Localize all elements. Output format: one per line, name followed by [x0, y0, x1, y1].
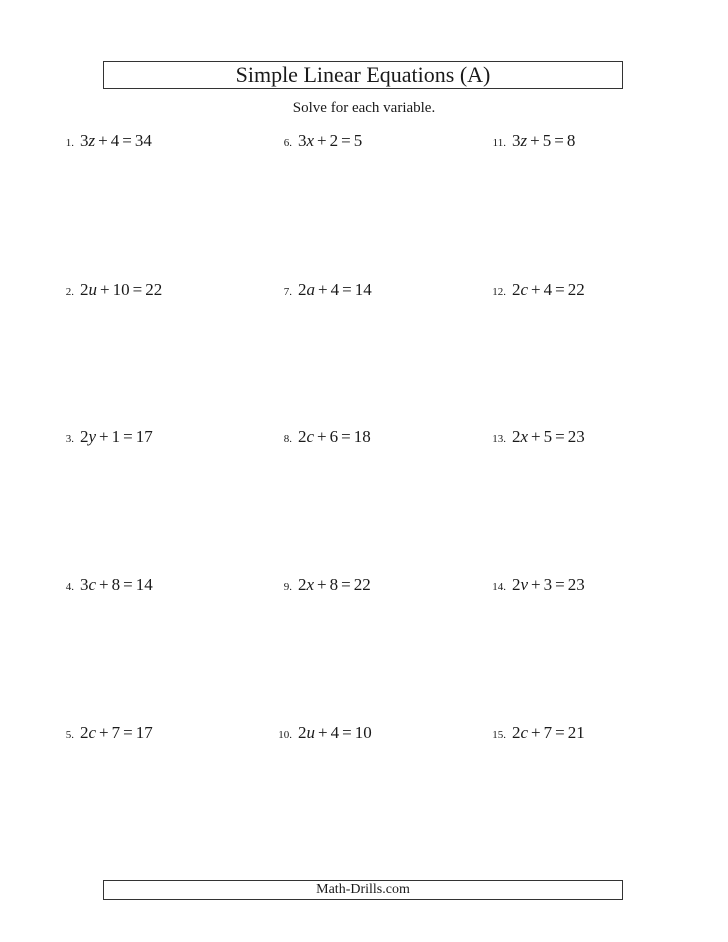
worksheet-title — [103, 61, 623, 89]
plus-sign: + — [531, 723, 541, 742]
equation-result: 14 — [354, 280, 372, 299]
problem-equation — [512, 575, 585, 595]
equation-constant: 6 — [329, 427, 339, 446]
equation-coefficient: 3 — [512, 131, 521, 150]
equation-constant: 5 — [542, 131, 552, 150]
problem-number: 3. — [65, 433, 74, 445]
problem-equation — [80, 280, 162, 300]
problem-equation — [298, 723, 372, 743]
instructions: Solve for each variable. — [292, 100, 436, 116]
equation-constant: 8 — [111, 575, 121, 594]
footer-text: Math-Drills.com — [316, 882, 410, 897]
equation-constant: 7 — [543, 723, 553, 742]
footer — [103, 880, 623, 900]
plus-sign: + — [99, 575, 109, 594]
equals-sign: = — [341, 131, 351, 150]
problem-item — [56, 427, 153, 447]
equation-variable: x — [306, 575, 315, 594]
problem-number: 11. — [492, 137, 506, 149]
equation-coefficient: 2 — [298, 723, 307, 742]
equation-variable: a — [306, 280, 315, 299]
equation-constant: 8 — [329, 575, 339, 594]
equals-sign: = — [342, 723, 352, 742]
equation-result: 8 — [566, 131, 576, 150]
problem-equation — [80, 723, 153, 743]
plus-sign: + — [318, 280, 328, 299]
problem-equation — [80, 575, 153, 595]
equals-sign: = — [123, 427, 133, 446]
problem-number: 2. — [65, 286, 74, 298]
problem-equation — [512, 427, 585, 447]
equals-sign: = — [341, 427, 351, 446]
equation-variable: z — [520, 131, 528, 150]
problem-item — [488, 575, 585, 595]
equation-variable: c — [520, 280, 529, 299]
problem-number: 7. — [283, 286, 292, 298]
plus-sign: + — [531, 427, 541, 446]
equals-sign: = — [555, 723, 565, 742]
equation-constant: 1 — [111, 427, 121, 446]
equals-sign: = — [555, 280, 565, 299]
plus-sign: + — [98, 131, 108, 150]
equation-constant: 4 — [330, 280, 340, 299]
equation-variable: c — [88, 723, 97, 742]
equals-sign: = — [341, 575, 351, 594]
equation-result: 10 — [354, 723, 372, 742]
problem-number: 6. — [283, 137, 292, 149]
equation-result: 23 — [567, 427, 585, 446]
worksheet-title-text: Simple Linear Equations (A) — [235, 62, 491, 87]
plus-sign: + — [317, 575, 327, 594]
equation-result: 23 — [567, 575, 585, 594]
equation-result: 18 — [353, 427, 371, 446]
problem-equation — [80, 427, 153, 447]
equals-sign: = — [555, 575, 565, 594]
equation-coefficient: 3 — [80, 131, 89, 150]
equals-sign: = — [122, 131, 132, 150]
equation-constant: 5 — [543, 427, 553, 446]
equation-result: 5 — [353, 131, 363, 150]
equation-constant: 2 — [329, 131, 339, 150]
equation-result: 21 — [567, 723, 585, 742]
equation-constant: 4 — [110, 131, 120, 150]
equation-variable: z — [88, 131, 96, 150]
equation-variable: c — [88, 575, 97, 594]
problem-item — [488, 427, 585, 447]
problem-item — [488, 723, 585, 743]
problem-item — [56, 280, 162, 300]
equation-variable: x — [306, 131, 315, 150]
equation-coefficient: 2 — [512, 575, 521, 594]
equation-result: 17 — [135, 723, 153, 742]
plus-sign: + — [531, 575, 541, 594]
equals-sign: = — [554, 131, 564, 150]
equals-sign: = — [123, 723, 133, 742]
problem-item — [488, 131, 575, 151]
equation-variable: y — [88, 427, 97, 446]
problem-item — [56, 575, 153, 595]
problem-item — [274, 427, 371, 447]
problem-equation — [512, 280, 585, 300]
plus-sign: + — [317, 131, 327, 150]
problem-number: 14. — [492, 581, 506, 593]
equals-sign: = — [123, 575, 133, 594]
equation-coefficient: 3 — [80, 575, 89, 594]
equation-variable: c — [306, 427, 315, 446]
equation-constant: 4 — [330, 723, 340, 742]
equation-variable: x — [520, 427, 529, 446]
equals-sign: = — [342, 280, 352, 299]
problem-number: 13. — [492, 433, 506, 445]
equals-sign: = — [132, 280, 143, 299]
equation-coefficient: 2 — [298, 575, 307, 594]
equation-variable: c — [520, 723, 529, 742]
equation-result: 14 — [135, 575, 153, 594]
equation-variable: v — [520, 575, 529, 594]
plus-sign: + — [318, 723, 328, 742]
equation-coefficient: 2 — [80, 427, 89, 446]
plus-sign: + — [317, 427, 327, 446]
problem-number: 5. — [65, 729, 74, 741]
equation-result: 22 — [145, 280, 163, 299]
problem-number: 15. — [492, 729, 506, 741]
problem-number: 4. — [65, 581, 74, 593]
problem-number: 12. — [492, 286, 506, 298]
equation-constant: 10 — [112, 280, 130, 299]
plus-sign: + — [530, 131, 540, 150]
problem-item — [274, 575, 371, 595]
equation-coefficient: 2 — [80, 723, 89, 742]
equation-constant: 3 — [543, 575, 553, 594]
problem-item — [274, 723, 372, 743]
equation-constant: 4 — [543, 280, 553, 299]
problem-equation — [512, 131, 575, 151]
problem-number: 1. — [65, 137, 74, 149]
problem-item — [56, 723, 153, 743]
problem-item — [274, 280, 372, 300]
equation-result: 34 — [134, 131, 152, 150]
plus-sign: + — [99, 427, 109, 446]
equals-sign: = — [555, 427, 565, 446]
equation-result: 22 — [353, 575, 371, 594]
equation-coefficient: 2 — [512, 280, 521, 299]
equation-result: 17 — [135, 427, 153, 446]
equation-coefficient: 3 — [298, 131, 307, 150]
problem-equation — [298, 575, 371, 595]
equation-coefficient: 2 — [80, 280, 89, 299]
problem-item — [56, 131, 152, 151]
equation-coefficient: 2 — [298, 280, 307, 299]
equation-result: 22 — [567, 280, 585, 299]
equation-constant: 7 — [111, 723, 121, 742]
equation-variable: u — [88, 280, 97, 299]
problem-equation — [512, 723, 585, 743]
equation-coefficient: 2 — [512, 427, 521, 446]
plus-sign: + — [100, 280, 110, 299]
equation-variable: u — [306, 723, 315, 742]
problem-number: 10. — [278, 729, 292, 741]
problem-equation — [298, 131, 362, 151]
problem-item — [274, 131, 362, 151]
plus-sign: + — [531, 280, 541, 299]
equation-coefficient: 2 — [298, 427, 307, 446]
problem-equation — [298, 427, 371, 447]
problem-item — [488, 280, 585, 300]
problem-equation — [80, 131, 152, 151]
problem-number: 8. — [283, 433, 292, 445]
equation-coefficient: 2 — [512, 723, 521, 742]
problem-equation — [298, 280, 372, 300]
problem-number: 9. — [283, 581, 292, 593]
plus-sign: + — [99, 723, 109, 742]
